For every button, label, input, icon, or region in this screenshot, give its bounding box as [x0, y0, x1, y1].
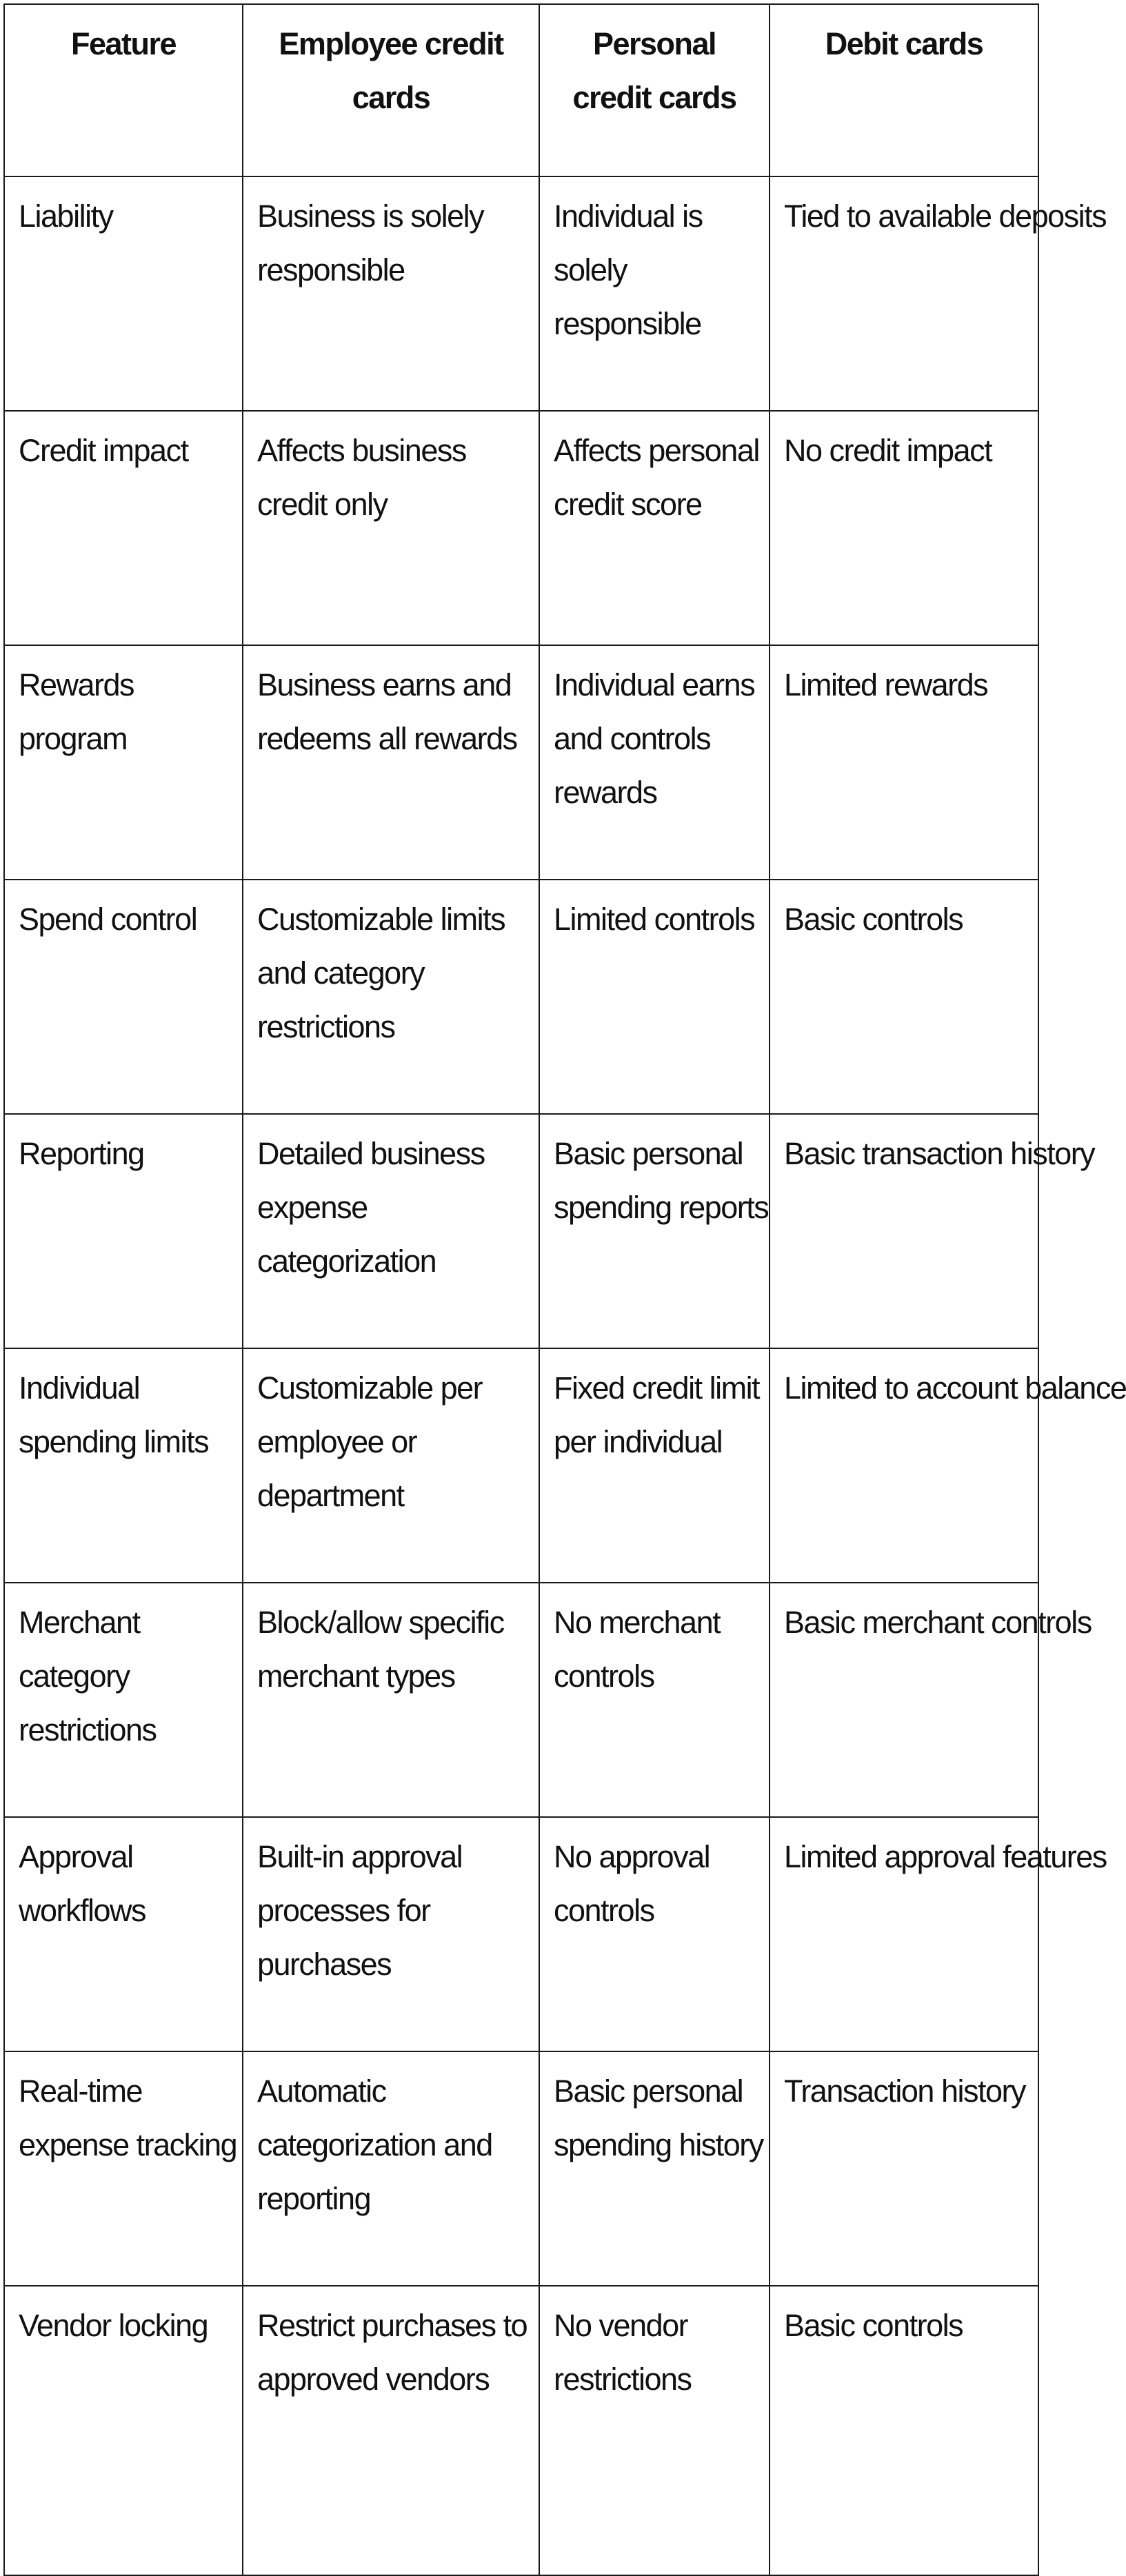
debit-card-cell: No credit impact [770, 411, 1038, 645]
feature-cell: Real-time expense tracking [4, 2051, 243, 2286]
debit-card-cell: Limited rewards [770, 645, 1038, 880]
debit-card-cell: Basic controls [770, 880, 1038, 1114]
feature-cell: Vendor locking [4, 2286, 243, 2575]
personal-card-cell: Affects personal credit score [539, 411, 770, 645]
feature-cell: Individual spending limits [4, 1348, 243, 1583]
employee-card-cell: Business is solely responsible [243, 176, 539, 411]
table-row [4, 1817, 1038, 2051]
feature-cell: Approval workflows [4, 1817, 243, 2051]
employee-card-cell: Detailed business expense categorization [243, 1114, 539, 1348]
feature-cell: Merchant category restrictions [4, 1583, 243, 1817]
feature-cell: Spend control [4, 880, 243, 1114]
feature-cell: Reporting [4, 1114, 243, 1348]
feature-cell: Rewards program [4, 645, 243, 880]
debit-card-cell: Basic transaction history [770, 1114, 1038, 1348]
table-row [4, 176, 1038, 411]
table-row [4, 645, 1038, 880]
personal-card-cell: Basic personal spending reports [539, 1114, 770, 1348]
card-comparison-table [3, 3, 1126, 2576]
table-header-row [4, 4, 1038, 176]
table-row [4, 880, 1038, 1114]
employee-card-cell: Built-in approval processes for purchases [243, 1817, 539, 2051]
employee-card-cell: Customizable limits and category restrictions [243, 880, 539, 1114]
column-header-personal-credit-cards: Personal credit cards [539, 4, 770, 176]
personal-card-cell: No approval controls [539, 1817, 770, 2051]
debit-card-cell: Basic merchant controls [770, 1583, 1038, 1817]
table-row [4, 2286, 1038, 2575]
employee-card-cell: Business earns and redeems all rewards [243, 645, 539, 880]
table-row [4, 411, 1038, 645]
employee-card-cell: Automatic categorization and reporting [243, 2051, 539, 2286]
employee-card-cell: Restrict purchases to approved vendors [243, 2286, 539, 2575]
debit-card-cell: Transaction history [770, 2051, 1038, 2286]
table-row [4, 1583, 1038, 1817]
column-header-employee-credit-cards: Employee credit cards [243, 4, 539, 176]
personal-card-cell: Individual earns and controls rewards [539, 645, 770, 880]
table-row [4, 2051, 1038, 2286]
personal-card-cell: Fixed credit limit per individual [539, 1348, 770, 1583]
personal-card-cell: Limited controls [539, 880, 770, 1114]
employee-card-cell: Block/allow specific merchant types [243, 1583, 539, 1817]
table-row [4, 1114, 1038, 1348]
personal-card-cell: Basic personal spending history [539, 2051, 770, 2286]
personal-card-cell: No vendor restrictions [539, 2286, 770, 2575]
feature-cell: Liability [4, 176, 243, 411]
column-header-debit-cards: Debit cards [770, 4, 1038, 176]
debit-card-cell: Limited to account balance [770, 1348, 1038, 1583]
table-row [4, 1348, 1038, 1583]
employee-card-cell: Affects business credit only [243, 411, 539, 645]
debit-card-cell: Tied to available deposits [770, 176, 1038, 411]
debit-card-cell: Limited approval features [770, 1817, 1038, 2051]
personal-card-cell: No merchant controls [539, 1583, 770, 1817]
column-header-feature: Feature [4, 4, 243, 176]
debit-card-cell: Basic controls [770, 2286, 1038, 2575]
personal-card-cell: Individual is solely responsible [539, 176, 770, 411]
employee-card-cell: Customizable per employee or department [243, 1348, 539, 1583]
feature-cell: Credit impact [4, 411, 243, 645]
